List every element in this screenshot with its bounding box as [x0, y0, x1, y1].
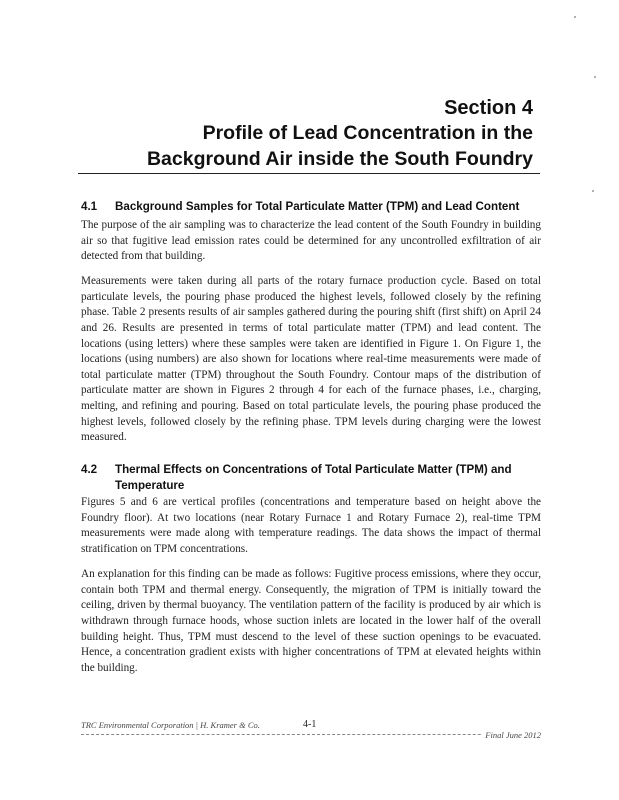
heading-4-2: [81, 462, 512, 494]
footer: [81, 720, 541, 730]
page-header: [113, 96, 533, 172]
heading-4-2-number: 4.2: [81, 463, 98, 476]
paragraph-4-1-2: Measurements were taken during all parts of the rotary furnace production cycle. Based on total particulate levels, the pouring phase produced the highest levels, followed closely by the refining phase. Table 2 presents results of air samples gathered during the pouring shift (first shift) on April 24 and 26. Results are presented in terms of total particulate matter (TPM) and lead content. The locations (using letters) where these samples were taken are identified in Figure 1. On Figure 1, the locations (using numbers) are also shown for locations where real-time measurements were made of total particulate matter (TPM) throughout the South Foundry. Contour maps of the distribution of particulate matter are shown in Figures 2 through 4 for each of the furnace phases, i.e., charging, melting, and refining and pouring. Based on total particulate levels, the pouring phase produced the highest levels, followed closely by the refining phase. TPM levels during charging were the lowest measured.: [81, 275, 541, 444]
paragraph-4-1-1: The purpose of the air sampling was to characterize the lead content of the South Foundry in building air so that fugitive lead emission rates could be determined for any uncontrolled exfiltration of air detected from that building.: [81, 219, 541, 263]
footer-date: Final June 2012: [482, 730, 541, 740]
section-title-line-1: Profile of Lead Concentration in the: [202, 122, 533, 144]
paragraph-4-2-1: Figures 5 and 6 are vertical profiles (concentrations and temperature based on height above the Foundry floor). At two locations (near Rotary Furnace 1 and Rotary Furnace 2), real-time TPM measurements were made along with temperature readings. The data shows the impact of thermal stratification on TPM concentrations.: [81, 496, 541, 555]
heading-4-2-title-line-2: Temperature: [115, 479, 185, 492]
heading-4-1-number: 4.1: [81, 200, 98, 213]
scan-speck: [594, 76, 596, 78]
footer-company: TRC Environmental Corporation | H. Kramer & Co.: [81, 720, 260, 730]
header-rule: [78, 173, 540, 174]
heading-4-1-title: Background Samples for Total Particulate Matter (TPM) and Lead Content: [115, 200, 520, 213]
page-number: 4-1: [303, 719, 317, 730]
section-number-title: Section 4: [444, 97, 533, 119]
heading-4-2-title-line-1: Thermal Effects on Concentrations of Total Particulate Matter (TPM) and: [115, 463, 512, 476]
footer-rule: [81, 734, 541, 735]
section-title-line-2: Background Air inside the South Foundry: [146, 148, 533, 170]
paragraph-4-2-2: An explanation for this finding can be made as follows: Fugitive process emissions, where they occur, contain both TPM and thermal energy. Consequently, the migration of TPM is initially toward the ceiling, driven by thermal buoyancy. The ventilation pattern of the facility is produced by air which is withdrawn through furnace hoods, whose suction inlets are located in the lower half of the overall building height. Thus, TPM must descend to the level of these suction openings to be evacuated. Hence, a concentration gradient exists with higher concentrations of TPM at elevated heights within the building.: [81, 568, 541, 674]
scan-speck: [592, 190, 594, 192]
heading-4-1: [81, 199, 519, 215]
scan-speck: [574, 16, 576, 18]
